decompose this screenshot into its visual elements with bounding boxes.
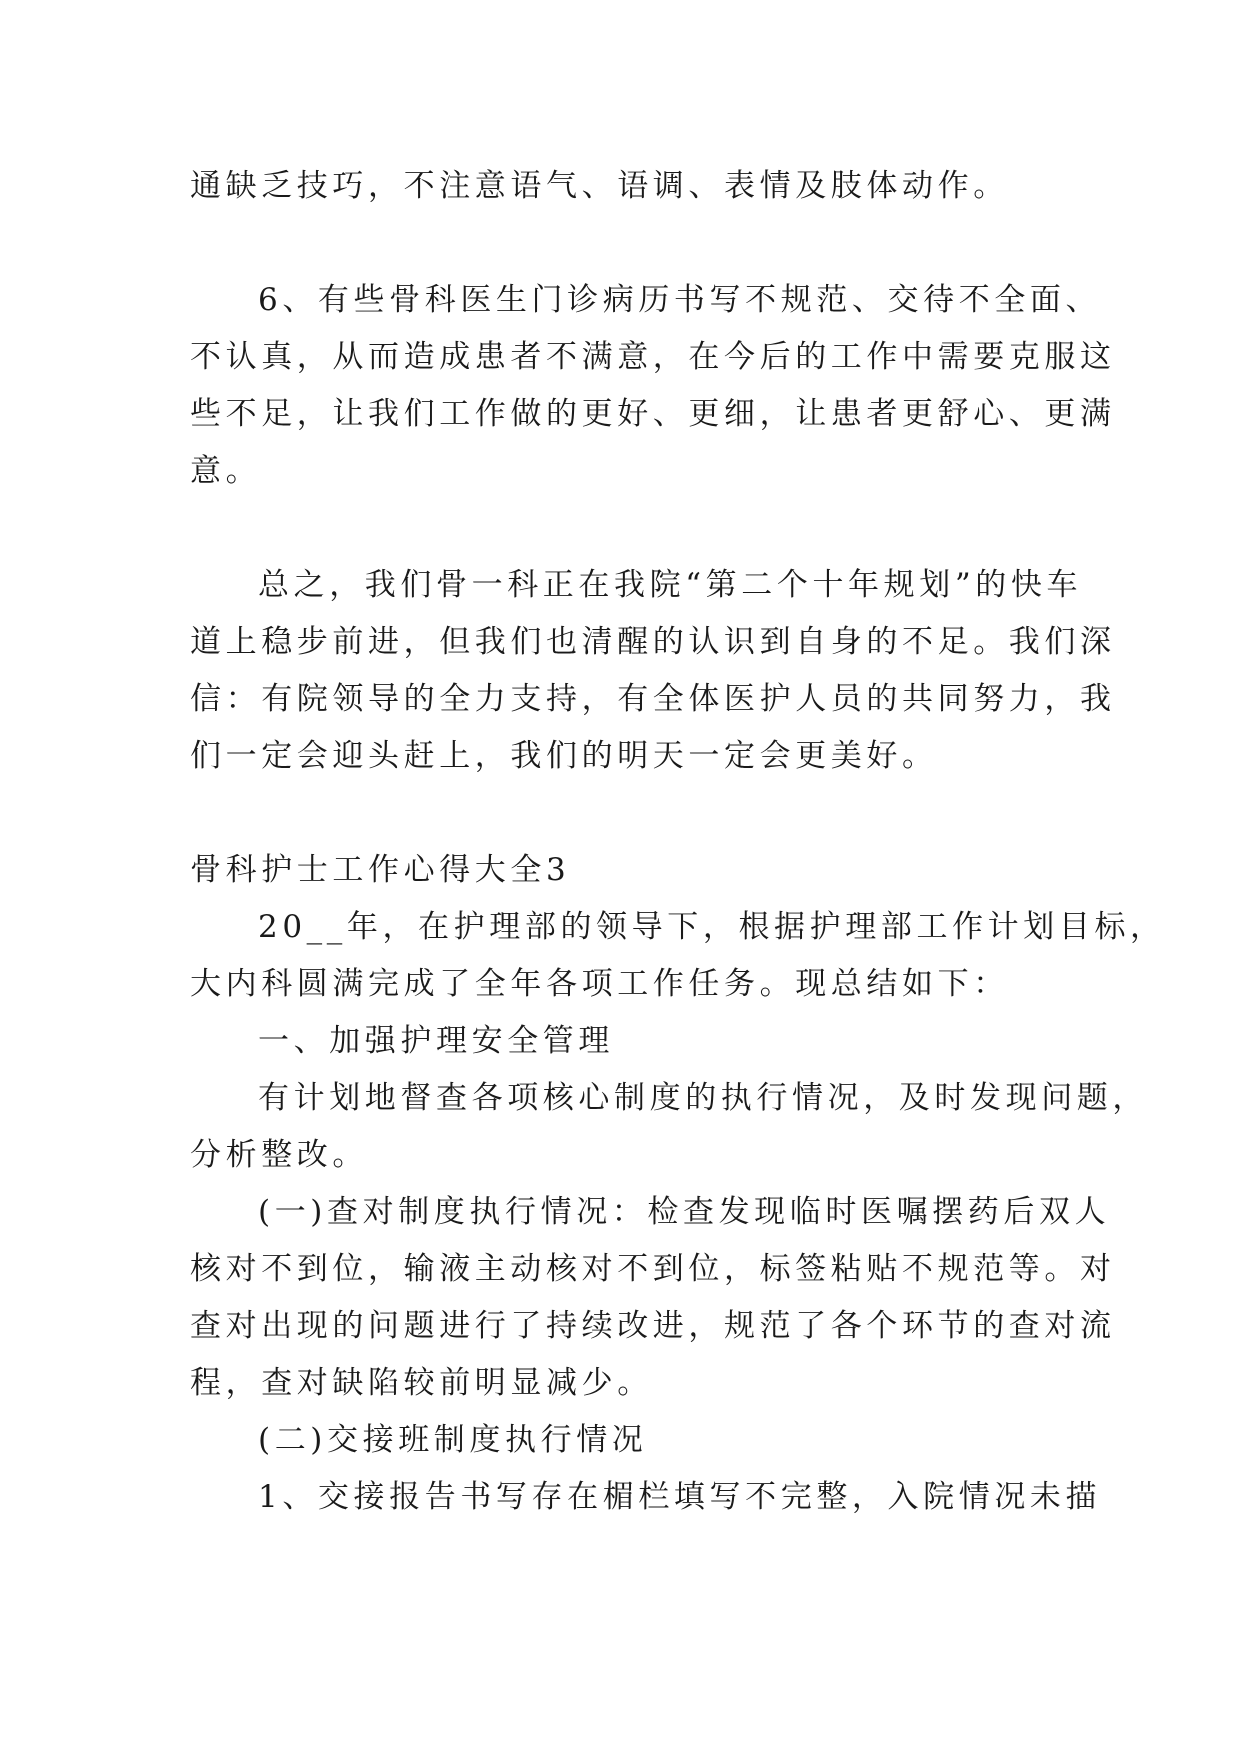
- paragraph-line: 道上稳步前进，但我们也清醒的认识到自身的不足。我们深: [190, 624, 1116, 660]
- paragraph-line: 程，查对缺陷较前明显减少。: [190, 1365, 653, 1401]
- paragraph-line: 核对不到位，输液主动核对不到位，标签粘贴不规范等。对: [190, 1251, 1116, 1287]
- section-heading: 骨科护士工作心得大全3: [190, 852, 571, 888]
- paragraph-line: (一)查对制度执行情况：检查发现临时医嘱摆药后双人: [258, 1194, 1111, 1230]
- paragraph-line: 查对出现的问题进行了持续改进，规范了各个环节的查对流: [190, 1308, 1116, 1344]
- paragraph-line: 总之，我们骨一科正在我院“第二个十年规划”的快车: [258, 567, 1083, 603]
- paragraph-line: 通缺乏技巧，不注意语气、语调、表情及肢体动作。: [190, 168, 1009, 204]
- paragraph-line: 些不足，让我们工作做的更好、更细，让患者更舒心、更满: [190, 396, 1116, 432]
- paragraph-line: 20__年，在护理部的领导下，根据护理部工作计划目标，: [258, 909, 1166, 945]
- paragraph-line: (二)交接班制度执行情况: [258, 1422, 648, 1458]
- paragraph-line: 大内科圆满完成了全年各项工作任务。现总结如下：: [190, 966, 1009, 1002]
- paragraph-line: 们一定会迎头赶上，我们的明天一定会更美好。: [190, 738, 938, 774]
- paragraph-line: 不认真，从而造成患者不满意，在今后的工作中需要克服这: [190, 339, 1116, 375]
- paragraph-line: 信：有院领导的全力支持，有全体医护人员的共同努力，我: [190, 681, 1116, 717]
- paragraph-line: 6、有些骨科医生门诊病历书写不规范、交待不全面、: [258, 282, 1102, 318]
- paragraph-line: 有计划地督查各项核心制度的执行情况，及时发现问题，: [258, 1080, 1148, 1116]
- paragraph-line: 意。: [190, 453, 262, 489]
- paragraph-line: 分析整改。: [190, 1137, 368, 1173]
- paragraph-line: 1、交接报告书写存在楣栏填写不完整，入院情况未描: [258, 1479, 1102, 1515]
- subsection-heading: 一、加强护理安全管理: [258, 1023, 614, 1059]
